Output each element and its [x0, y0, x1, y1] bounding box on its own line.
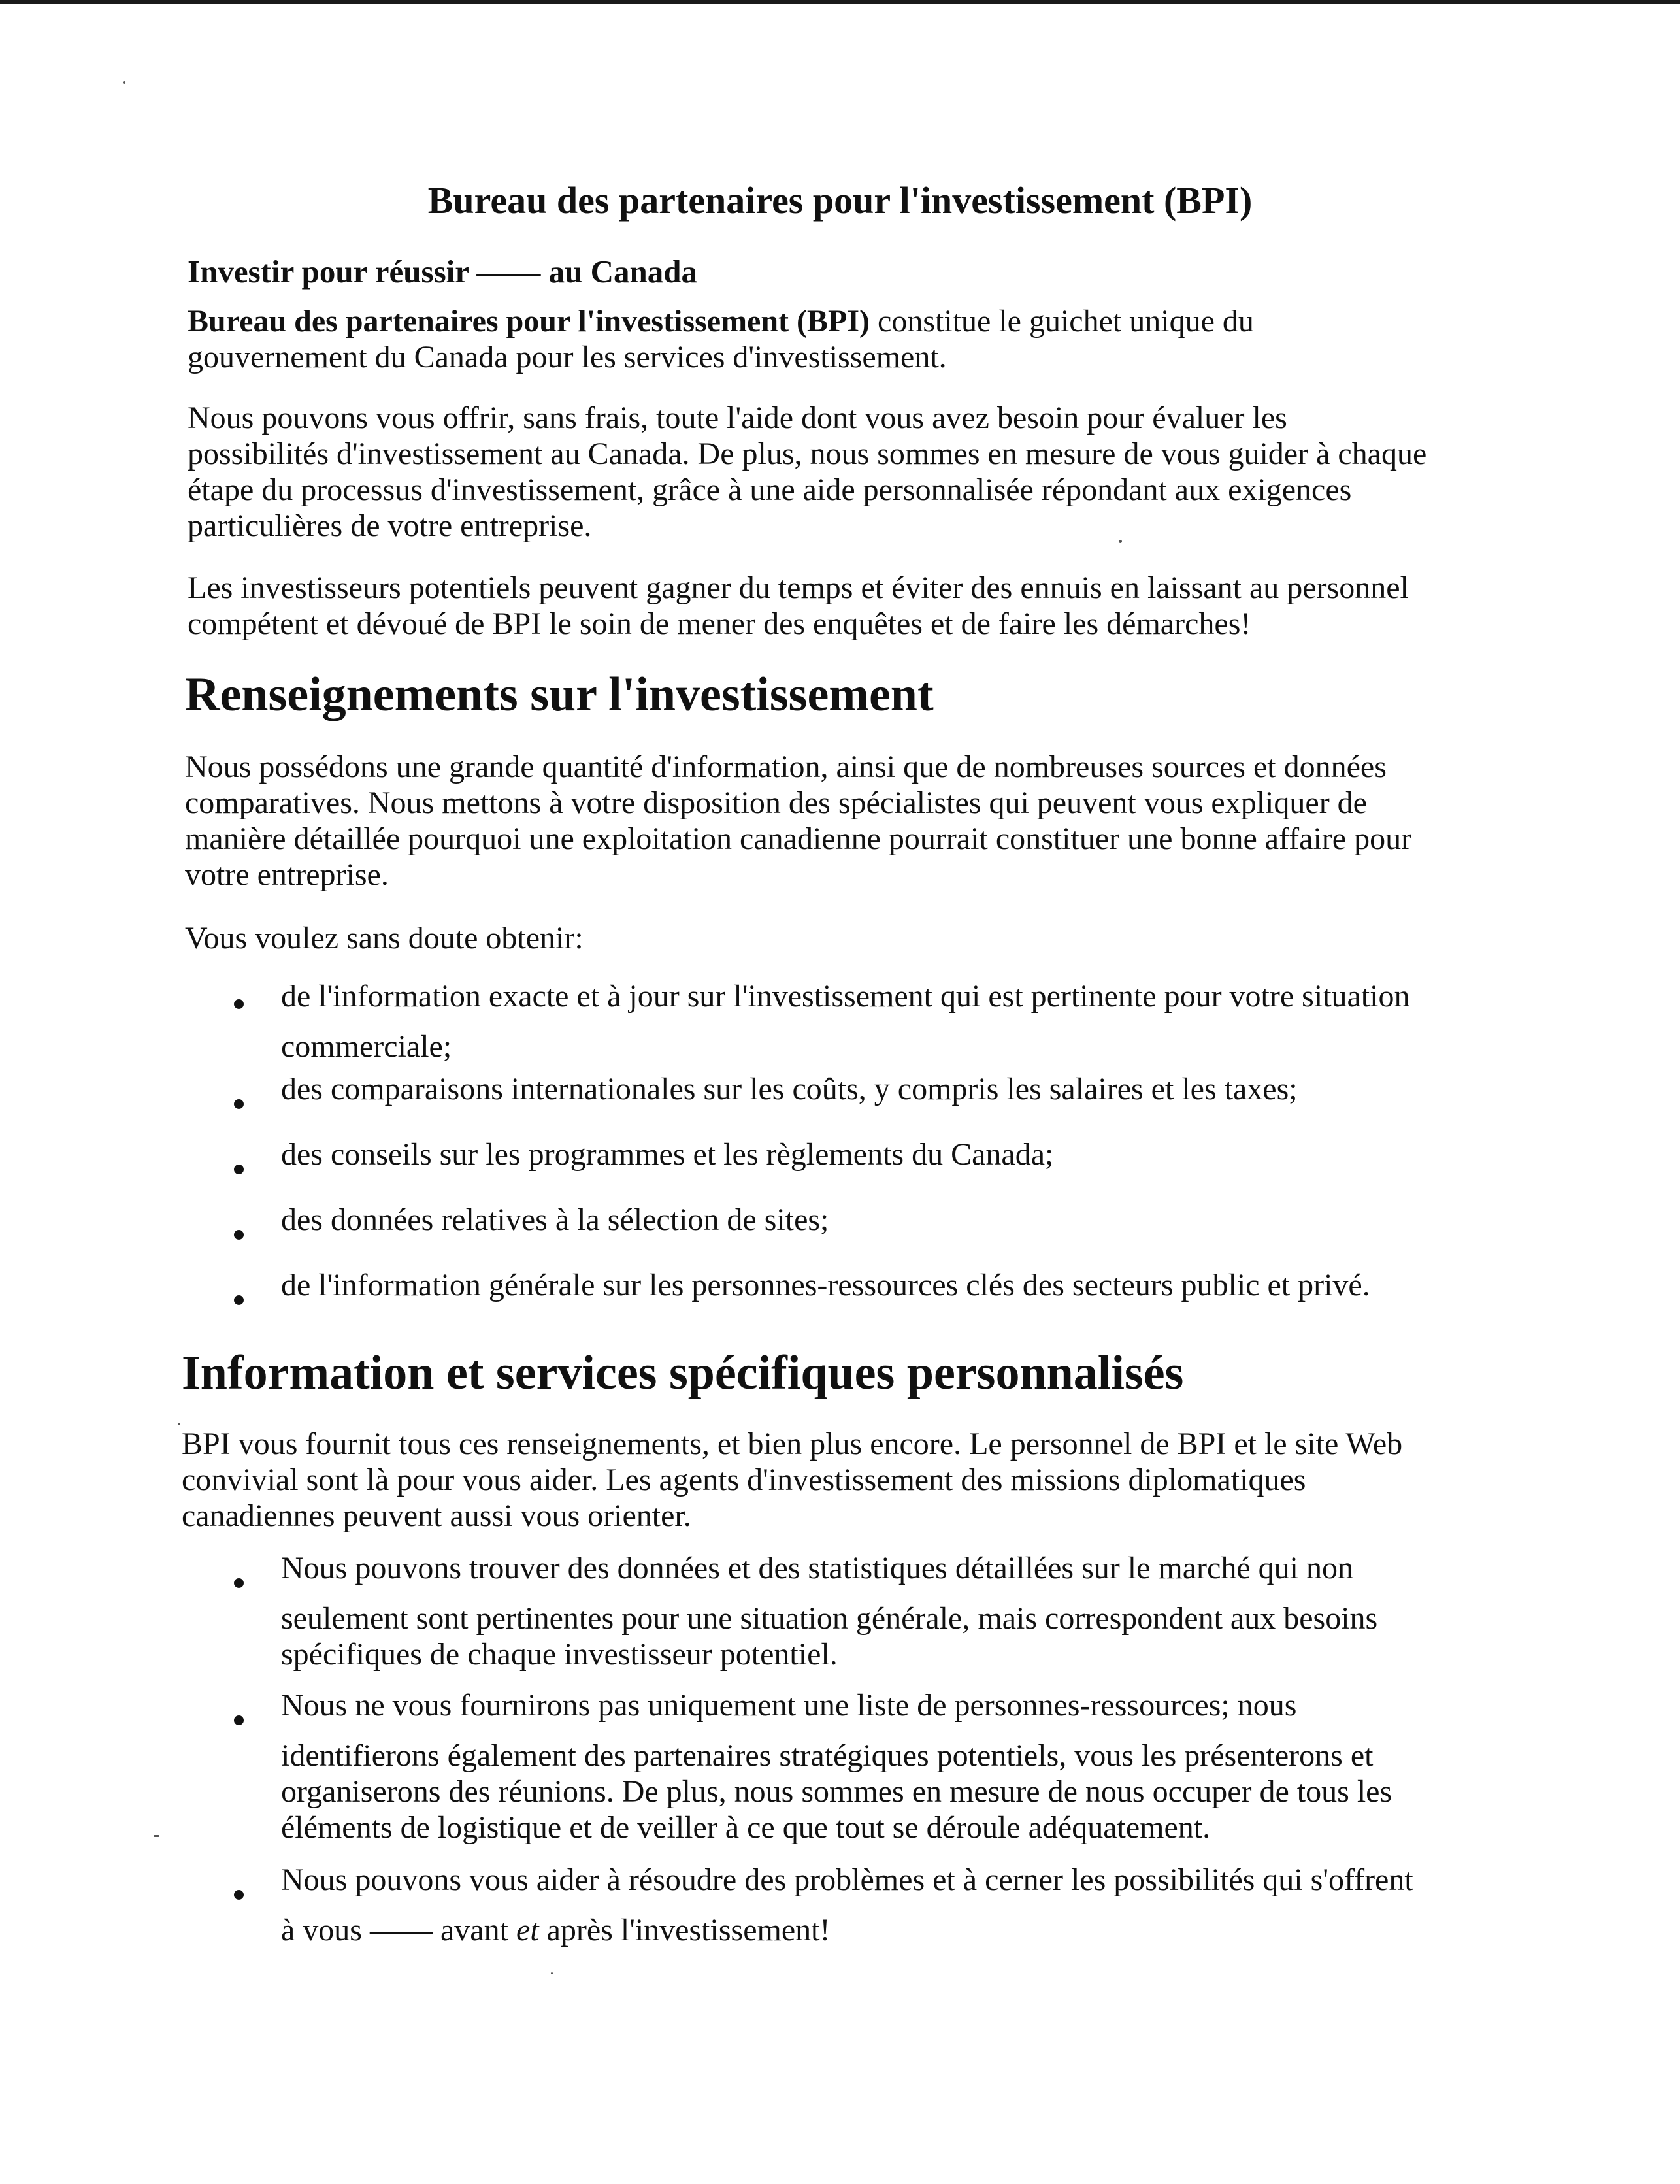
intro-lead-bold: Bureau des partenaires pour l'investissement (BPI) [188, 304, 870, 339]
bullet-line: commerciale; [281, 1029, 452, 1064]
paragraph-line: votre entreprise. [185, 857, 389, 892]
bullet-line: Nous pouvons vous aider à résoudre des problèmes et à cerner les possibilités qui s'offrent [281, 1862, 1413, 1897]
paragraph-line: étape du processus d'investissement, grâce à une aide personnalisée répondant aux exigences [188, 472, 1352, 507]
scan-speck [123, 81, 125, 84]
intro-line1-rest: constitue le guichet unique du [870, 304, 1254, 339]
section1-bullet-item: des conseils sur les programmes et les règlements du Canada; [281, 1137, 1054, 1172]
section1-bullet-item: des comparaisons internationales sur les coûts, y compris les salaires et les taxes; [281, 1072, 1298, 1106]
bullet-text-emphasis: et [516, 1913, 539, 1947]
bullet-line: Nous ne vous fournirons pas uniquement une liste de personnes-ressources; nous [281, 1688, 1297, 1723]
paragraph-line: comparatives. Nous mettons à votre disposition des spécialistes qui peuvent vous expliquer de [185, 786, 1367, 820]
bullet-icon [234, 999, 244, 1009]
scan-speck [178, 1423, 180, 1425]
bullet-icon [234, 1578, 244, 1588]
section-heading-information: Information et services spécifiques personnalisés [182, 1346, 1184, 1400]
section2-bullet-item [281, 1862, 1413, 1948]
bullet-text-segment: après l'investissement! [538, 1913, 831, 1947]
bullet-line: spécifiques de chaque investisseur potentiel. [281, 1637, 838, 1672]
bullet-line: identifierons également des partenaires stratégiques potentiels, vous les présenterons et [281, 1738, 1374, 1773]
bullet-line: éléments de logistique et de veiller à ce que tout se déroule adéquatement. [281, 1810, 1211, 1845]
section1-list-intro: Vous voulez sans doute obtenir: [185, 921, 584, 955]
bullet-line [281, 1912, 1413, 1948]
bullet-text-segment: à vous —— avant [281, 1913, 516, 1947]
scan-top-edge [0, 0, 1680, 4]
paragraph-line: BPI vous fournit tous ces renseignements, et bien plus encore. Le personnel de BPI et le site Web [182, 1427, 1403, 1461]
bullet-line: de l'information exacte et à jour sur l'investissement qui est pertinente pour votre situation [281, 979, 1410, 1014]
section1-bullet-item: des données relatives à la sélection de sites; [281, 1202, 829, 1237]
subtitle: Investir pour réussir —— au Canada [188, 254, 698, 290]
paragraph-line: possibilités d'investissement au Canada. De plus, nous sommes en mesure de vous guider à chaque [188, 437, 1427, 471]
section-heading-renseignements: Renseignements sur l'investissement [185, 668, 934, 721]
section1-bullet-item [281, 971, 1410, 1072]
bullet-icon [234, 1295, 244, 1305]
paragraph-line: Nous possédons une grande quantité d'information, ainsi que de nombreuses sources et données [185, 750, 1387, 784]
bullet-icon [234, 1165, 244, 1174]
intro-line2: gouvernement du Canada pour les services d'investissement. [188, 340, 947, 374]
bullet-line: seulement sont pertinentes pour une situation générale, mais correspondent aux besoins [281, 1601, 1378, 1636]
section2-bullet-item [281, 1687, 1392, 1845]
paragraph-investors [188, 570, 1409, 642]
section2-paragraph [182, 1426, 1402, 1534]
bullet-icon [234, 1890, 244, 1900]
bullet-line: organiserons des réunions. De plus, nous sommes en mesure de nous occuper de tous les [281, 1774, 1392, 1809]
paragraph-line: canadiennes peuvent aussi vous orienter. [182, 1498, 691, 1533]
scan-speck [154, 1835, 159, 1837]
paragraph-line: particulières de votre entreprise. [188, 508, 592, 543]
bullet-line: Nous pouvons trouver des données et des statistiques détaillées sur le marché qui non [281, 1551, 1353, 1585]
section2-bullet-item [281, 1550, 1377, 1672]
paragraph-offer [188, 400, 1426, 544]
intro-paragraph [188, 303, 1254, 375]
paragraph-line: manière détaillée pourquoi une exploitation canadienne pourrait constituer une bonne affaire pour [185, 821, 1412, 856]
paragraph-line: Nous pouvons vous offrir, sans frais, toute l'aide dont vous avez besoin pour évaluer les [188, 401, 1287, 435]
scan-speck [551, 1972, 553, 1974]
section1-paragraph [185, 749, 1411, 893]
bullet-icon [234, 1715, 244, 1725]
bullet-icon [234, 1230, 244, 1240]
section1-bullet-item: de l'information générale sur les personnes-ressources clés des secteurs public et privé. [281, 1268, 1370, 1302]
document-title: Bureau des partenaires pour l'investissement (BPI) [427, 179, 1253, 222]
bullet-icon [234, 1099, 244, 1109]
paragraph-line: compétent et dévoué de BPI le soin de mener des enquêtes et de faire les démarches! [188, 606, 1251, 641]
paragraph-line: Les investisseurs potentiels peuvent gagner du temps et éviter des ennuis en laissant au personnel [188, 571, 1409, 605]
paragraph-line: convivial sont là pour vous aider. Les agents d'investissement des missions diplomatiques [182, 1463, 1306, 1497]
